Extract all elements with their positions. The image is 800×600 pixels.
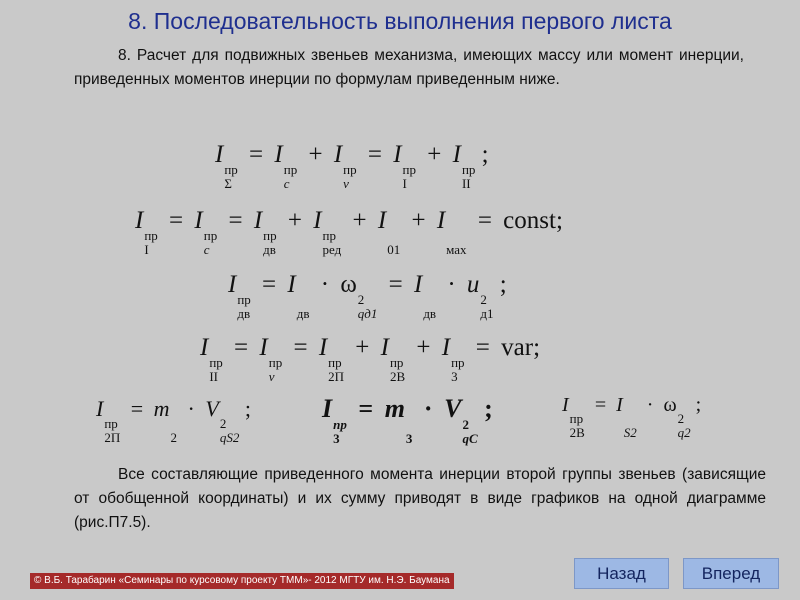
formula-first-group-inertia: I пр I = I пр c = I пр дв + I пр ред + I 01 + I мах = const; [135,207,563,257]
formula-link2-rotational: I пр 2В = I S2 · ω 2 q2 ; [562,394,702,440]
formula-link2-translational: I пр 2П = m 2 · V 2 qS2 ; [96,396,251,445]
formula-second-group-inertia: I пр II = I пр v = I пр 2П + I пр 2В + I пр 3 = var; [200,334,541,384]
back-button[interactable]: Назад [574,558,669,589]
formula-motor-inertia: I пр дв = I дв · ω 2 qд1 = I дв · u 2 д1 ; [228,271,507,321]
instruction-paragraph: 8. Расчет для подвижных звеньев механизма, имеющих массу или момент инерции, приведенных моментов инерции по формулам приведенным ниже. [74,47,744,88]
formula-link3-translational: I пр 3 = m 3 · V 2 qC ; [322,394,493,446]
formula-total-inertia: I пр Σ = I пр c + I пр v = I пр I + I пр II ; [215,141,489,191]
copyright-footer: © В.Б. Тарабарин «Семинары по курсовому проекту ТММ»- 2012 МГТУ им. Н.Э. Баумана [30,573,454,589]
slide-title: 8. Последовательность выполнения первого листа [128,8,672,34]
summary-paragraph: Все составляющие приведенного момента инерции второй группы звеньев (зависящие от обобщенной координаты) и их сумму приводят в виде графиков на одной диаграмме (рис.П7.5). [74,466,766,531]
forward-button[interactable]: Вперед [683,558,779,589]
